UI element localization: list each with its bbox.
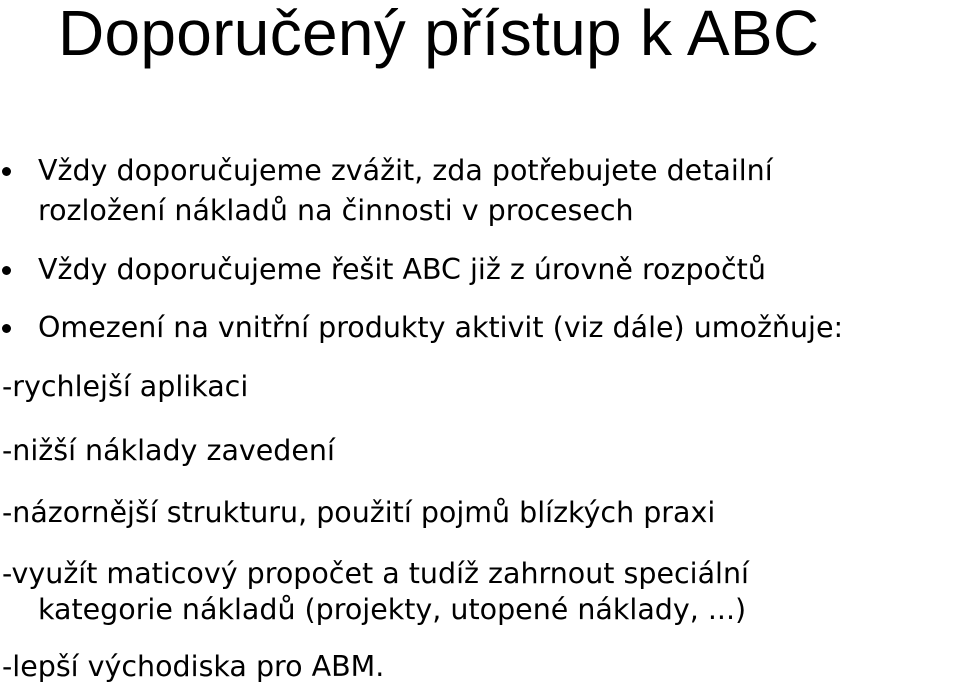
bullet-dot-icon — [2, 324, 11, 333]
bullet-dot-icon — [2, 167, 11, 176]
dash-item: -lepší východiska pro ABM. — [2, 650, 385, 683]
bullet-text-line: Omezení na vnitřní produkty aktivit (viz dále) umožňuje: — [38, 311, 844, 344]
bullet-text-line: Vždy doporučujeme zvážit, zda potřebujete detailní — [38, 154, 773, 187]
bullet-dot-icon — [2, 266, 11, 275]
bullet-text-line: rozložení nákladů na činnosti v procesech — [38, 194, 634, 227]
dash-item-line: kategorie nákladů (projekty, utopené náklady, ...) — [38, 593, 747, 626]
bullet-text-line: Vždy doporučujeme řešit ABC již z úrovně rozpočtů — [38, 253, 766, 286]
dash-item: -názornější strukturu, použití pojmů blízkých praxi — [2, 496, 716, 529]
dash-item-line: -využít maticový propočet a tudíž zahrnout speciální — [2, 557, 749, 590]
dash-item: -rychlejší aplikaci — [2, 370, 249, 403]
slide-title: Doporučený přístup k ABC — [58, 0, 820, 69]
dash-item: -nižší náklady zavedení — [2, 434, 335, 467]
